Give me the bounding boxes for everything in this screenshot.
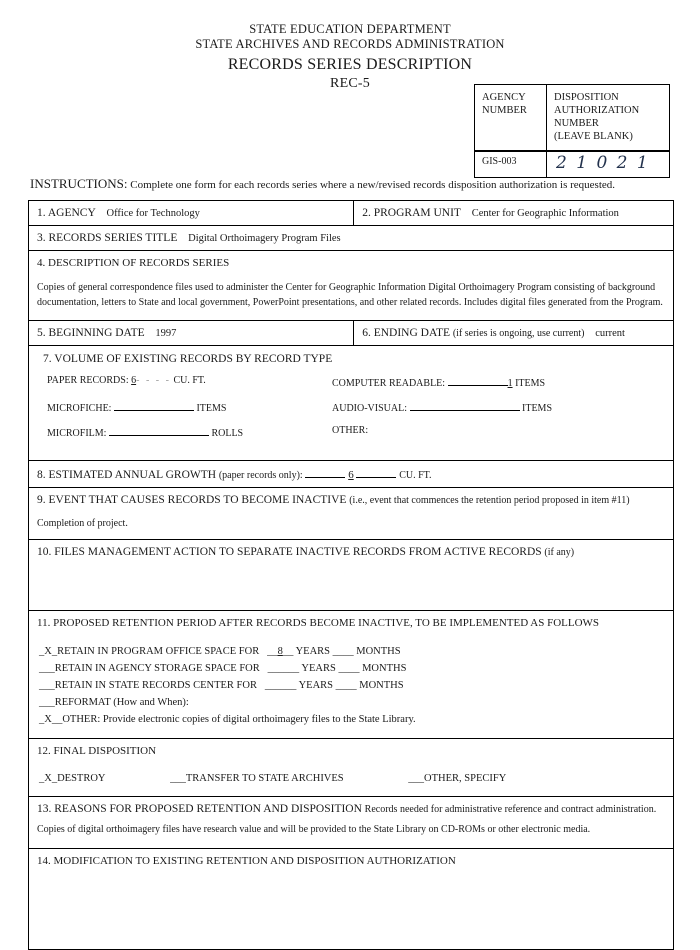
retention-months-label-1: MONTHS — [356, 646, 401, 657]
retention-label-3: RETAIN IN STATE RECORDS CENTER FOR — [54, 680, 257, 691]
agency-number-label-line2: NUMBER — [482, 105, 527, 117]
retention-check-5: _X__ — [39, 714, 63, 725]
field-annual-growth-unit: CU. FT. — [399, 470, 432, 481]
retention-label-1: RETAIN IN PROGRAM OFFICE SPACE FOR — [57, 646, 260, 657]
retention-check-1: _X_ — [39, 646, 58, 657]
final-disposition-options — [29, 763, 673, 796]
volume-computer-blank — [448, 375, 508, 386]
retention-option-other[interactable] — [39, 711, 665, 728]
final-option-other[interactable] — [408, 773, 506, 784]
final-label-other: OTHER, SPECIFY — [424, 773, 507, 784]
form-number: REC-5 — [330, 76, 370, 92]
volume-paper-unit: CU. FT. — [173, 375, 206, 386]
field-annual-growth[interactable] — [29, 461, 673, 488]
volume-computer-label: COMPUTER READABLE: — [332, 378, 446, 389]
field-beginning-date[interactable] — [29, 321, 354, 345]
field-agency[interactable] — [29, 201, 354, 225]
field-reasons-label-wrap — [29, 797, 673, 821]
retention-check-2: ___ — [39, 663, 55, 674]
retention-options — [29, 635, 673, 738]
retention-label-4: REFORMAT (How and When): — [54, 697, 189, 708]
field-final-disposition[interactable] — [29, 739, 673, 797]
instructions — [30, 176, 670, 192]
field-description-label: 4. DESCRIPTION OF RECORDS SERIES — [37, 257, 230, 269]
volume-audiovisual-unit: ITEMS — [522, 403, 552, 414]
retention-months-blank-1: ____ — [332, 646, 354, 657]
volume-other-label: OTHER: — [332, 425, 369, 436]
agency-number-value: GIS-003 — [475, 152, 547, 177]
retention-option-agency-storage[interactable] — [39, 660, 665, 677]
field-program-unit[interactable] — [354, 201, 673, 225]
volume-microfilm-unit: ROLLS — [211, 428, 244, 439]
disp-label-l2: AUTHORIZATION — [554, 105, 640, 117]
volume-computer-value: 1 — [507, 378, 513, 389]
retention-option-records-center[interactable] — [39, 677, 665, 694]
field-annual-growth-note: (paper records only): — [218, 470, 303, 481]
field-inactive-event[interactable] — [29, 488, 673, 540]
disp-label-l1: DISPOSITION — [554, 92, 619, 103]
field-volume[interactable] — [29, 346, 673, 461]
field-retention-period[interactable] — [29, 611, 673, 739]
form-body — [28, 200, 674, 950]
field-files-management-label: 10. FILES MANAGEMENT ACTION TO SEPARATE INACTIVE RECORDS FROM ACTIVE RECORDS — [37, 546, 542, 558]
field-records-series-title[interactable] — [29, 226, 673, 251]
field-inactive-event-label-wrap — [29, 488, 673, 512]
field-description[interactable] — [29, 251, 673, 321]
retention-years-blank-1: __ — [261, 646, 278, 657]
volume-paper-value: 6 — [131, 375, 137, 386]
field-files-management[interactable] — [29, 540, 673, 611]
volume-microfiche-unit: ITEMS — [196, 403, 227, 414]
volume-paper-label: PAPER RECORDS: — [47, 375, 129, 386]
header-line-1: STATE EDUCATION DEPARTMENT — [249, 22, 451, 36]
field-annual-growth-label: 8. ESTIMATED ANNUAL GROWTH — [37, 469, 217, 481]
field-beginning-date-label: 5. BEGINNING DATE — [37, 327, 145, 339]
retention-months-label-3: MONTHS — [359, 680, 404, 691]
final-label-destroy: DESTROY — [57, 773, 106, 784]
retention-years-blank-1b: __ — [282, 646, 294, 657]
agency-box-value-row — [475, 151, 669, 177]
final-option-transfer[interactable] — [170, 773, 344, 784]
retention-label-2: RETAIN IN AGENCY STORAGE SPACE FOR — [54, 663, 260, 674]
volume-computer-unit: ITEMS — [515, 378, 546, 389]
retention-months-blank-2: ____ — [338, 663, 360, 674]
retention-years-1: 8 — [277, 646, 283, 657]
final-option-destroy[interactable] — [39, 773, 106, 784]
document-header — [0, 0, 700, 92]
field-ending-date-label: 6. ENDING DATE — [362, 327, 451, 339]
document-title: RECORDS SERIES DESCRIPTION — [227, 55, 473, 73]
volume-audiovisual — [332, 400, 665, 414]
volume-row-microfilm — [37, 425, 665, 439]
volume-computer — [332, 375, 665, 389]
volume-microfilm-label: MICROFILM: — [47, 428, 107, 439]
field-ending-date-value: current — [595, 328, 625, 339]
field-reasons-value: Records needed for administrative reference and contract administration. — [364, 804, 657, 815]
disposition-number-label — [547, 85, 669, 150]
field-ending-date-note: (if series is ongoing, use current) — [452, 328, 585, 339]
volume-row-paper — [37, 375, 665, 389]
retention-years-label-3: YEARS — [298, 680, 334, 691]
retention-months-label-2: MONTHS — [362, 663, 407, 674]
volume-microfiche — [47, 400, 332, 414]
field-files-management-label-wrap — [29, 540, 673, 564]
field-beginning-date-value: 1997 — [155, 328, 177, 339]
retention-label-5: OTHER: Provide electronic copies of digital orthoimagery files to the State Library. — [62, 714, 416, 725]
volume-audiovisual-label: AUDIO-VISUAL: — [332, 403, 407, 414]
row-agency-programunit — [29, 201, 673, 226]
field-modification[interactable] — [29, 849, 673, 949]
volume-paper — [47, 375, 332, 389]
field-inactive-event-label: 9. EVENT THAT CAUSES RECORDS TO BECOME INACTIVE — [37, 494, 347, 506]
volume-microfilm-blank — [109, 425, 209, 436]
volume-grid — [37, 375, 665, 439]
volume-microfiche-blank — [114, 400, 194, 411]
retention-years-blank-2: ______ — [262, 663, 300, 674]
volume-paper-dots: - - - - — [136, 375, 171, 386]
instructions-label: INSTRUCTIONS: — [30, 176, 128, 191]
volume-audiovisual-blank — [410, 400, 520, 411]
field-title-label: 3. RECORDS SERIES TITLE — [37, 232, 178, 244]
row-dates — [29, 321, 673, 346]
final-check-transfer: ___ — [170, 773, 186, 784]
disposition-number-value: 2 1 0 2 1 — [556, 152, 650, 173]
final-check-destroy: _X_ — [39, 773, 58, 784]
field-annual-growth-blank — [305, 467, 345, 478]
field-agency-value: Office for Technology — [106, 208, 200, 219]
field-modification-value — [29, 873, 673, 949]
field-inactive-event-value: Completion of project. — [37, 518, 128, 529]
disp-label-l3: NUMBER — [554, 118, 599, 130]
final-check-other: ___ — [408, 773, 425, 784]
field-files-management-note: (if any) — [544, 547, 575, 558]
field-ending-date[interactable] — [354, 321, 673, 345]
field-reasons-value-2: Copies of digital orthoimagery files have research value and will be provided to the State Library on CD-ROMs or other electronic media. — [37, 824, 591, 835]
agency-disposition-box — [474, 84, 670, 178]
field-files-management-value — [29, 564, 673, 610]
field-program-unit-label: 2. PROGRAM UNIT — [362, 207, 461, 219]
field-retention-label: 11. PROPOSED RETENTION PERIOD AFTER RECORDS BECOME INACTIVE, TO BE IMPLEMENTED AS FOLLOWS — [37, 617, 600, 629]
field-inactive-event-note: (i.e., event that commences the retention period proposed in item #11) — [349, 495, 630, 506]
final-label-transfer: TRANSFER TO STATE ARCHIVES — [185, 773, 344, 784]
field-modification-label: 14. MODIFICATION TO EXISTING RETENTION AND DISPOSITION AUTHORIZATION — [37, 854, 456, 867]
volume-row-microfiche — [37, 400, 665, 414]
field-volume-label: 7. VOLUME OF EXISTING RECORDS BY RECORD TYPE — [43, 353, 333, 365]
field-final-disposition-label: 12. FINAL DISPOSITION — [37, 745, 157, 757]
field-agency-label: 1. AGENCY — [37, 207, 96, 219]
instructions-text: Complete one form for each records series where a new/revised records disposition authorization is requested. — [130, 179, 616, 191]
field-reasons[interactable] — [29, 797, 673, 849]
retention-months-blank-3: ____ — [335, 680, 357, 691]
retention-check-3: ___ — [39, 680, 55, 691]
field-reasons-label: 13. REASONS FOR PROPOSED RETENTION AND DISPOSITION — [37, 803, 362, 815]
agency-box-header-row — [475, 85, 669, 151]
agency-number-label — [475, 85, 547, 150]
volume-other — [332, 425, 665, 439]
field-program-unit-value: Center for Geographic Information — [471, 208, 619, 219]
field-description-value: Copies of general correspondence files used to administer the Center for Geographic Information Digital Orthoimagery Program consisting of background documentation, letters to State and local government, PowerPoint presentations, and other related records. Includes digital files generated from the Program. — [37, 282, 663, 308]
field-annual-growth-value: 6 — [348, 469, 354, 481]
volume-microfiche-label: MICROFICHE: — [47, 403, 112, 414]
retention-years-label-1: YEARS — [295, 646, 331, 657]
retention-option-program-office[interactable] — [39, 643, 665, 660]
retention-years-blank-3: ______ — [259, 680, 297, 691]
retention-option-reformat[interactable] — [39, 694, 665, 711]
header-line-2: STATE ARCHIVES AND RECORDS ADMINISTRATION — [195, 37, 505, 52]
field-annual-growth-blank2 — [356, 467, 396, 478]
disp-label-l4: (LEAVE BLANK) — [554, 131, 633, 143]
volume-microfilm — [47, 425, 332, 439]
retention-check-4: ___ — [39, 697, 55, 708]
agency-number-label-line1: AGENCY — [482, 92, 526, 103]
retention-years-label-2: YEARS — [301, 663, 336, 674]
field-title-value: Digital Orthoimagery Program Files — [188, 233, 341, 244]
